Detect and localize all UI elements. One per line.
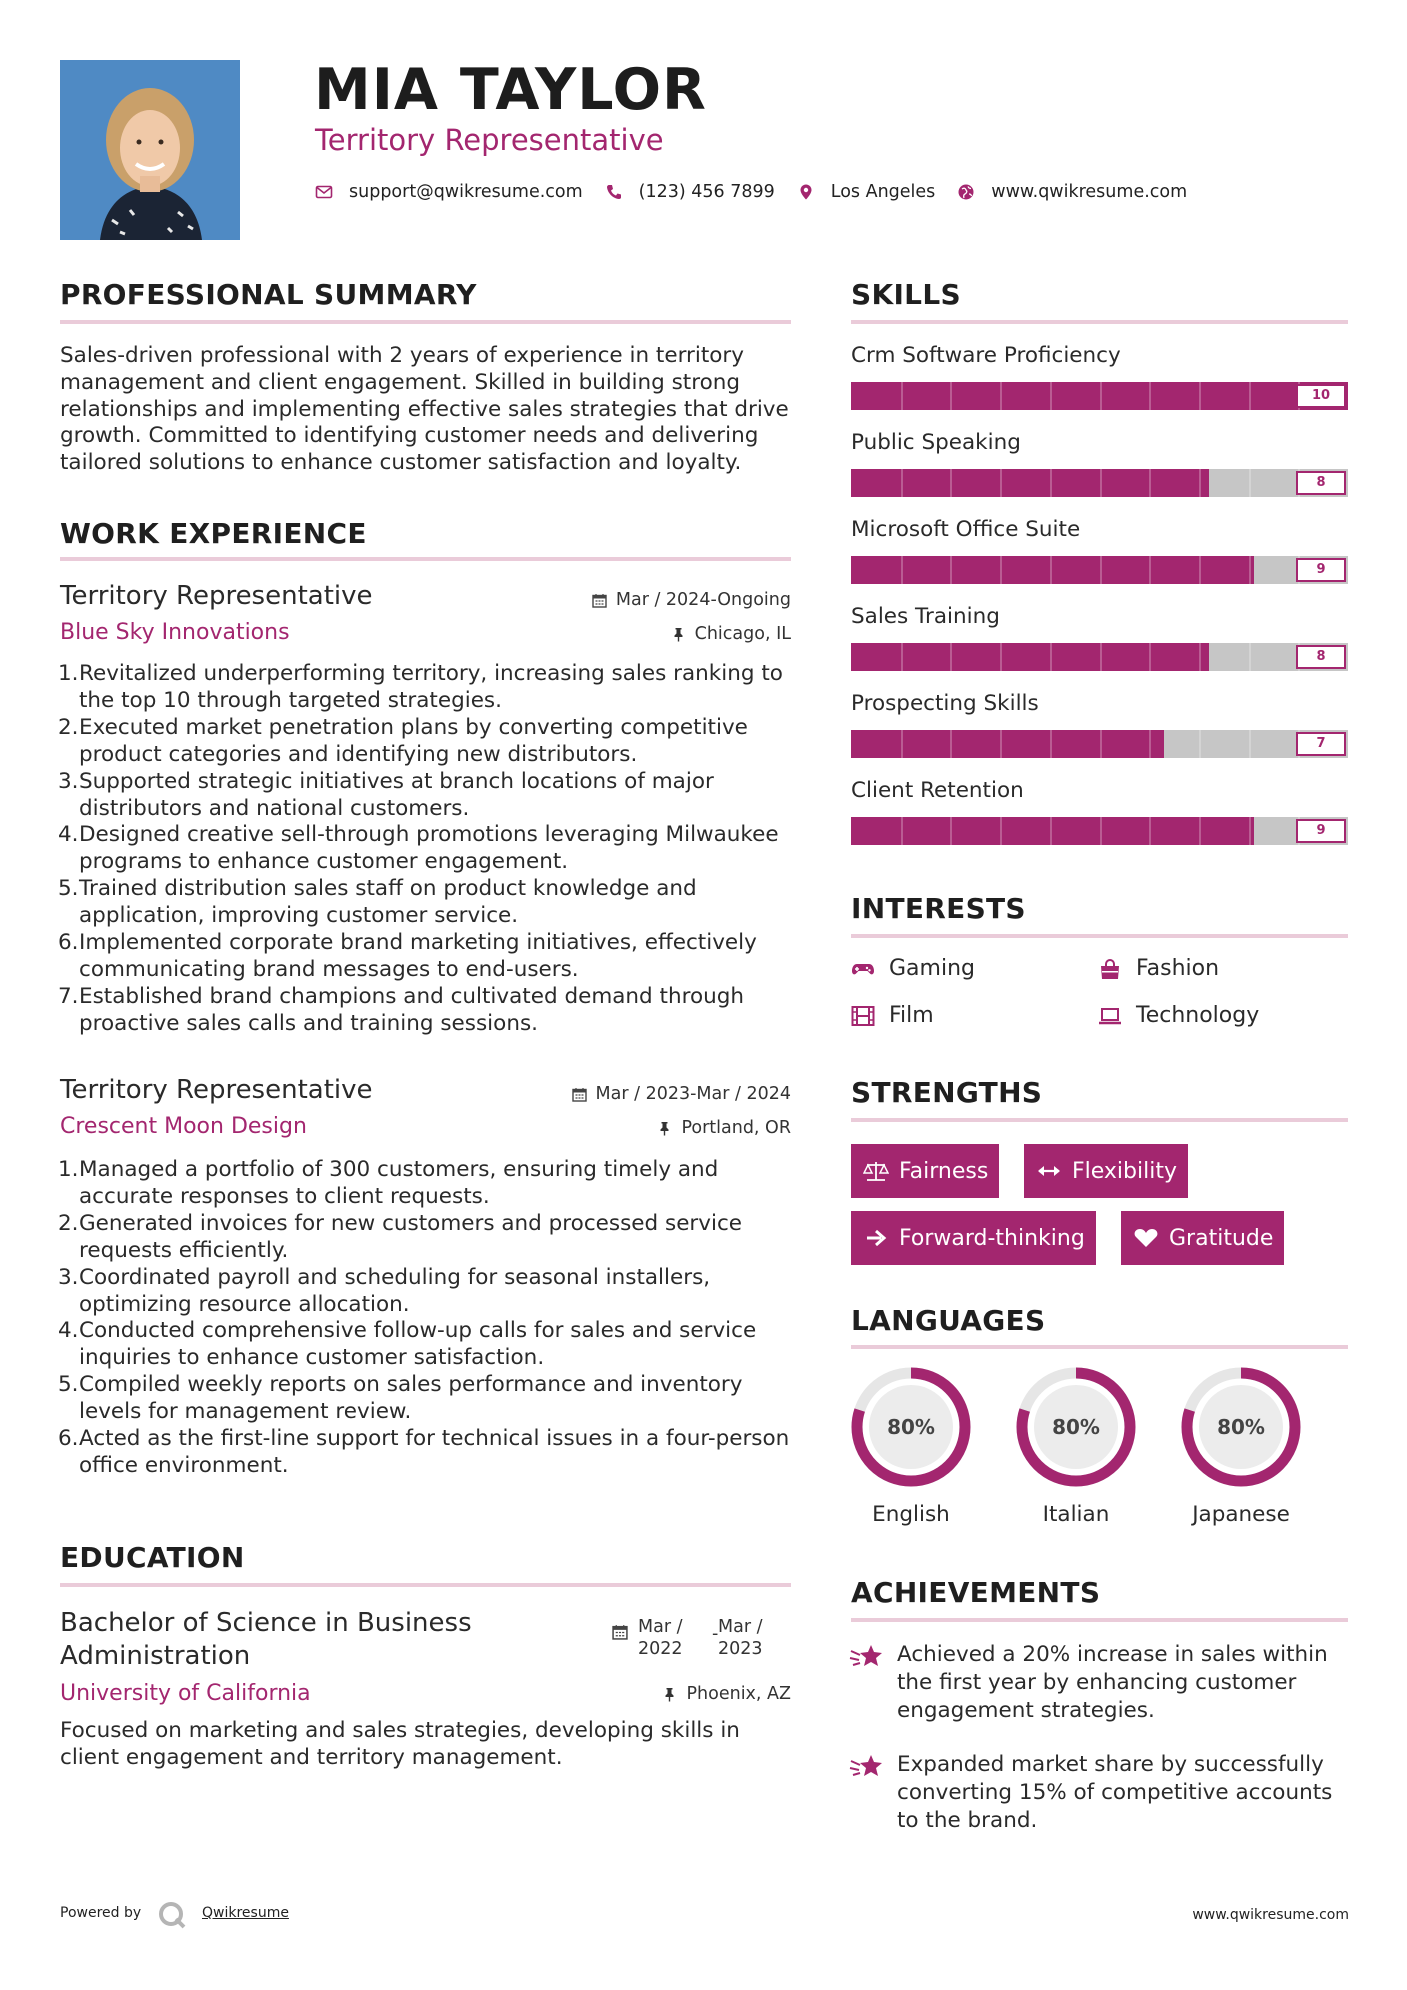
- skill-bar-segment: [1199, 556, 1201, 584]
- skill-bar: [851, 817, 1348, 845]
- edu-start-2: 2022: [638, 1639, 683, 1659]
- skill-bar-segment: [950, 469, 952, 497]
- skill-bar-segment: [1249, 730, 1251, 758]
- job-location-text: Chicago, IL: [694, 624, 791, 644]
- list-item: 4. Designed creative sell-through promotions leveraging Milwaukee programs to enhance customer engagement.: [58, 822, 779, 875]
- skill-bar-segment: [1050, 817, 1052, 845]
- skill-bar-segment: [1050, 382, 1052, 410]
- strength-chip-flexibility: [1024, 1144, 1188, 1198]
- summary-text: Sales-driven professional with 2 years of experience in territory management and client engagement. Skilled in building strong relationships and implementing effective sales strategies that drive growth. Committed to identifying customer needs and delivering tailored solutions to enhance customer satisfaction and loyalty.: [60, 343, 789, 476]
- website-text: www.qwikresume.com: [991, 182, 1188, 202]
- arrow-right-icon: [863, 1227, 889, 1249]
- skill-label: Crm Software Proficiency: [851, 343, 1121, 368]
- strength-label: Forward-thinking: [899, 1225, 1085, 1251]
- skill-bar: [851, 730, 1348, 758]
- envelope-icon: [315, 183, 333, 201]
- heart-icon: [1133, 1227, 1159, 1249]
- experience-heading: WORK EXPERIENCE: [60, 517, 367, 550]
- achievements-divider: [851, 1618, 1348, 1622]
- job-bullets: [60, 661, 800, 1038]
- strength-chip-gratitude: [1121, 1211, 1284, 1265]
- experience-divider: [60, 557, 791, 561]
- degree-line-1: Bachelor of Science in Business: [60, 1608, 472, 1638]
- interest-label: Film: [889, 1003, 934, 1028]
- list-item: 3. Coordinated payroll and scheduling for seasonal installers, optimizing resource allocation.: [58, 1264, 711, 1317]
- skill-bar-segment: [1050, 469, 1052, 497]
- job-location: [671, 623, 791, 645]
- skill-bar-segment: [950, 556, 952, 584]
- skill-bar-segment: [1199, 817, 1201, 845]
- list-item: 5. Trained distribution sales staff on product knowledge and application, improving customer service.: [58, 876, 697, 929]
- list-item: 3. Supported strategic initiatives at branch locations of major distributors and national customers.: [58, 768, 714, 821]
- skill-label: Prospecting Skills: [851, 691, 1039, 716]
- skill-bar-segment: [950, 817, 952, 845]
- interest-technology: [1098, 1003, 1259, 1028]
- location-text: Los Angeles: [830, 182, 936, 202]
- skill-bar-segment: [1050, 643, 1052, 671]
- job-company: Blue Sky Innovations: [60, 620, 290, 645]
- list-item: 2. Generated invoices for new customers and processed service requests efficiently.: [58, 1210, 743, 1263]
- gamepad-icon: [851, 958, 875, 980]
- skill-bar-segment: [1100, 730, 1102, 758]
- list-item: 2. Executed market penetration plans by converting competitive product categories and identifying new distributors.: [58, 714, 748, 767]
- interests-heading: INTERESTS: [851, 892, 1026, 925]
- contact-phone[interactable]: [605, 182, 775, 202]
- globe-icon: [957, 183, 975, 201]
- contact-website[interactable]: [957, 182, 1187, 202]
- language-name: Italian: [1042, 1502, 1110, 1527]
- skill-bar-fill: [851, 643, 1209, 671]
- pin-icon: [657, 1121, 672, 1136]
- school-name: University of California: [60, 1681, 311, 1706]
- skill-bar-segment: [1050, 556, 1052, 584]
- skill-bar-segment: [1149, 643, 1151, 671]
- skill-bar-segment: [1149, 469, 1151, 497]
- shooting-star-icon: [849, 1751, 885, 1783]
- skill-bar-segment: [1149, 730, 1151, 758]
- interest-label: Fashion: [1136, 956, 1220, 981]
- skill-bar: [851, 556, 1348, 584]
- summary-heading: PROFESSIONAL SUMMARY: [60, 278, 477, 311]
- list-item: 5. Compiled weekly reports on sales performance and inventory levels for management review.: [58, 1372, 743, 1425]
- calendar-icon: [572, 1087, 587, 1102]
- job-title: Territory Representative: [60, 1075, 373, 1105]
- skill-bar-segment: [1000, 469, 1002, 497]
- job-bullets: [60, 1157, 800, 1480]
- edu-end-2: 2023: [718, 1639, 763, 1659]
- skill-bar-segment: [1000, 817, 1002, 845]
- edu-date-dash: -: [712, 1624, 719, 1644]
- job-date-text: Mar / 2024-Ongoing: [615, 590, 791, 610]
- edu-start-1: Mar /: [638, 1617, 683, 1637]
- skill-value-badge: 8: [1296, 645, 1346, 669]
- achievement-text: Expanded market share by successfully converting 15% of competitive accounts to the brand.: [897, 1752, 1333, 1833]
- skills-heading: SKILLS: [851, 278, 961, 311]
- contact-row: [315, 178, 1209, 206]
- achievements-heading: ACHIEVEMENTS: [851, 1576, 1101, 1609]
- edu-end-1: Mar /: [718, 1617, 763, 1637]
- skill-bar-segment: [950, 382, 952, 410]
- skill-bar-segment: [1149, 382, 1151, 410]
- laptop-icon: [1098, 1005, 1122, 1027]
- languages-divider: [851, 1345, 1348, 1349]
- skill-bar-segment: [1199, 469, 1201, 497]
- skill-bar-segment: [1100, 382, 1102, 410]
- job-date: [572, 1083, 791, 1105]
- skill-bar-segment: [901, 382, 903, 410]
- email-text: support@qwikresume.com: [349, 182, 583, 202]
- qwikresume-brand-link[interactable]: Qwikresume: [202, 1905, 289, 1921]
- education-divider: [60, 1583, 791, 1587]
- education-location: [662, 1683, 791, 1705]
- language-donut: [1176, 1362, 1306, 1492]
- interest-label: Technology: [1136, 1003, 1260, 1028]
- skill-value-badge: 8: [1296, 471, 1346, 495]
- list-item: 4. Conducted comprehensive follow-up calls for sales and service inquiries to enhance customer satisfaction.: [58, 1318, 757, 1371]
- pin-icon: [662, 1687, 677, 1702]
- job-date: [592, 589, 791, 611]
- skill-bar-segment: [1249, 643, 1251, 671]
- interest-film: [851, 1003, 934, 1028]
- language-name: Japanese: [1192, 1502, 1290, 1527]
- calendar-icon: [612, 1624, 628, 1640]
- skill-bar-segment: [1000, 643, 1002, 671]
- strength-label: Flexibility: [1072, 1158, 1177, 1184]
- language-name: English: [872, 1502, 950, 1527]
- strengths-heading: STRENGTHS: [851, 1076, 1043, 1109]
- achievement-text: Achieved a 20% increase in sales within the first year by enhancing customer engagement strategies.: [897, 1642, 1328, 1723]
- list-item: 7. Established brand champions and cultivated demand through proactive sales calls and training sessions.: [58, 983, 745, 1036]
- skill-bar-segment: [1100, 556, 1102, 584]
- job-title: Territory Representative: [60, 581, 373, 611]
- achievement-item: [849, 1751, 1349, 1835]
- skill-bar-segment: [901, 556, 903, 584]
- skill-bar-segment: [1100, 817, 1102, 845]
- skill-bar-segment: [901, 817, 903, 845]
- education-location-text: Phoenix, AZ: [686, 1684, 791, 1704]
- contact-email[interactable]: [315, 182, 583, 202]
- skill-value-badge: 7: [1296, 732, 1346, 756]
- skill-label: Public Speaking: [851, 430, 1021, 455]
- skill-bar: [851, 643, 1348, 671]
- candidate-title: Territory Representative: [315, 123, 664, 157]
- skill-bar: [851, 469, 1348, 497]
- education-heading: EDUCATION: [60, 1541, 245, 1574]
- language-donut: [846, 1362, 976, 1492]
- skill-bar-segment: [950, 730, 952, 758]
- interest-fashion: [1098, 956, 1219, 981]
- skill-bar-segment: [1199, 643, 1201, 671]
- balance-scale-icon: [863, 1160, 889, 1182]
- skills-divider: [851, 320, 1348, 324]
- language-percent: 80%: [887, 1415, 935, 1439]
- list-item: 1. Managed a portfolio of 300 customers, ensuring timely and accurate responses to client requests.: [58, 1157, 719, 1209]
- skill-bar-segment: [1050, 730, 1052, 758]
- skill-bar-segment: [1000, 556, 1002, 584]
- language-donut: [1011, 1362, 1141, 1492]
- skill-label: Microsoft Office Suite: [851, 517, 1081, 542]
- skill-bar-fill: [851, 469, 1209, 497]
- skill-bar-segment: [1249, 382, 1251, 410]
- skill-bar-segment: [1249, 469, 1251, 497]
- skill-label: Sales Training: [851, 604, 1000, 629]
- skill-bar-segment: [901, 469, 903, 497]
- shooting-star-icon: [849, 1641, 885, 1673]
- job-date-text: Mar / 2023-Mar / 2024: [595, 1084, 791, 1104]
- strength-label: Gratitude: [1169, 1225, 1274, 1251]
- calendar-icon: [592, 593, 607, 608]
- list-item: 6. Implemented corporate brand marketing initiatives, effectively communicating brand messages to end-users.: [58, 930, 757, 982]
- skill-bar-segment: [1249, 817, 1251, 845]
- strengths-divider: [851, 1118, 1348, 1122]
- summary-divider: [60, 320, 791, 324]
- skill-bar: [851, 382, 1348, 410]
- skill-bar-segment: [950, 643, 952, 671]
- achievement-item: [849, 1641, 1349, 1725]
- strength-chip-forward-thinking: [851, 1211, 1096, 1265]
- skill-bar-fill: [851, 730, 1164, 758]
- job-company: Crescent Moon Design: [60, 1114, 307, 1139]
- phone-text: (123) 456 7899: [638, 182, 775, 202]
- skill-bar-segment: [1199, 382, 1201, 410]
- skill-value-badge: 10: [1296, 384, 1346, 408]
- pin-icon: [671, 627, 686, 642]
- film-icon: [851, 1005, 875, 1027]
- skill-value-badge: 9: [1296, 819, 1346, 843]
- skill-value-badge: 9: [1296, 558, 1346, 582]
- list-item: 6. Acted as the first-line support for technical issues in a four-person office environment.: [58, 1426, 790, 1478]
- skill-bar-segment: [901, 643, 903, 671]
- skill-label: Client Retention: [851, 778, 1024, 803]
- skill-bar-segment: [901, 730, 903, 758]
- skill-bar-segment: [1100, 643, 1102, 671]
- shopping-bag-icon: [1098, 958, 1122, 980]
- skill-bar-segment: [1249, 556, 1251, 584]
- interest-label: Gaming: [889, 956, 975, 981]
- list-item: 1. Revitalized underperforming territory, increasing sales ranking to the top 10 through targeted strategies.: [58, 661, 783, 713]
- skill-bar-fill: [851, 556, 1254, 584]
- interest-gaming: [851, 956, 975, 981]
- qwikresume-logo-icon: [157, 1900, 187, 1930]
- skill-bar-segment: [1199, 730, 1201, 758]
- profile-photo-illustration: [60, 60, 240, 240]
- skill-bar-segment: [1000, 730, 1002, 758]
- arrows-horizontal-icon: [1036, 1160, 1062, 1182]
- footer-url[interactable]: www.qwikresume.com: [1192, 1907, 1349, 1923]
- skill-bar-segment: [1149, 556, 1151, 584]
- degree-line-2: Administration: [60, 1641, 251, 1671]
- contact-location: [797, 182, 936, 202]
- job-location: [657, 1117, 791, 1139]
- skill-bar-segment: [1000, 382, 1002, 410]
- skill-bar-segment: [1149, 817, 1151, 845]
- powered-by-label: Powered by: [60, 1905, 142, 1921]
- candidate-name: MIA TAYLOR: [314, 57, 707, 123]
- skill-bar-fill: [851, 817, 1254, 845]
- strength-chip-fairness: [851, 1144, 999, 1198]
- language-percent: 80%: [1052, 1415, 1100, 1439]
- job-location-text: Portland, OR: [681, 1118, 791, 1138]
- skill-bar-segment: [1100, 469, 1102, 497]
- interests-divider: [851, 934, 1348, 938]
- phone-icon: [605, 183, 623, 201]
- language-percent: 80%: [1217, 1415, 1265, 1439]
- languages-heading: LANGUAGES: [851, 1304, 1046, 1337]
- strength-label: Fairness: [899, 1158, 989, 1184]
- profile-photo: [60, 60, 240, 240]
- map-marker-icon: [797, 183, 815, 201]
- education-text: Focused on marketing and sales strategies, developing skills in client engagement and territory management.: [60, 1718, 740, 1770]
